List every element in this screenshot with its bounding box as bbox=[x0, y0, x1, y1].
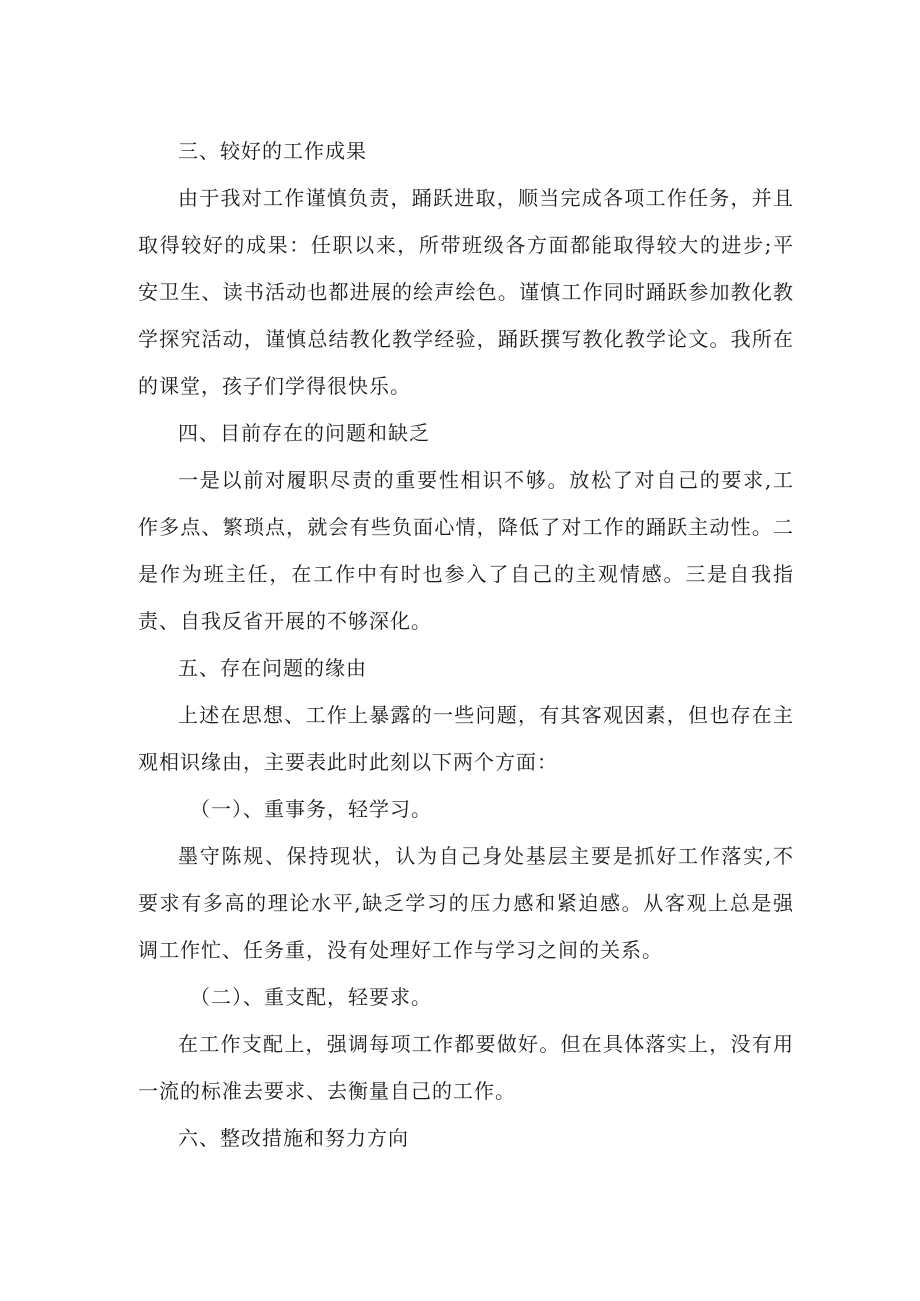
section-heading: 三、较好的工作成果 bbox=[178, 139, 367, 163]
section-heading: 六、整改措施和努力方向 bbox=[178, 1126, 409, 1150]
document-body bbox=[138, 128, 794, 1162]
section-heading: 五、存在问题的缘由 bbox=[178, 656, 367, 680]
subsection-heading: （二）、重支配，轻要求。 bbox=[190, 985, 432, 1009]
subsection-heading: （一）、重事务，轻学习。 bbox=[190, 797, 432, 821]
paragraph: 上述在思想、工作上暴露的一些问题，有其客观因素，但也存在主观相识缘由，主要表此时此刻以下两个方面： bbox=[138, 703, 794, 774]
paragraph: 墨守陈规、保持现状，认为自己身处基层主要是抓好工作落实,不要求有多高的理论水平,缺乏学习的压力感和紧迫感。从客观上总是强调工作忙、任务重，没有处理好工作与学习之间的关系。 bbox=[138, 844, 794, 962]
section-heading: 四、目前存在的问题和缺乏 bbox=[178, 421, 430, 445]
paragraph: 一是以前对履职尽责的重要性相识不够。放松了对自己的要求,工作多点、繁琐点，就会有些负面心情，降低了对工作的踊跃主动性。二是作为班主任，在工作中有时也参入了自己的主观情感。三是自我指责、自我反省开展的不够深化。 bbox=[138, 468, 794, 633]
paragraph: 由于我对工作谨慎负责，踊跃进取，顺当完成各项工作任务，并且取得较好的成果：任职以来，所带班级各方面都能取得较大的进步;平安卫生、读书活动也都进展的绘声绘色。谨慎工作同时踊跃参加教化教学探究活动，谨慎总结教化教学经验，踊跃撰写教化教学论文。我所在的课堂，孩子们学得很快乐。 bbox=[138, 186, 794, 398]
paragraph: 在工作支配上，强调每项工作都要做好。但在具体落实上，没有用一流的标准去要求、去衡量自己的工作。 bbox=[138, 1032, 794, 1103]
